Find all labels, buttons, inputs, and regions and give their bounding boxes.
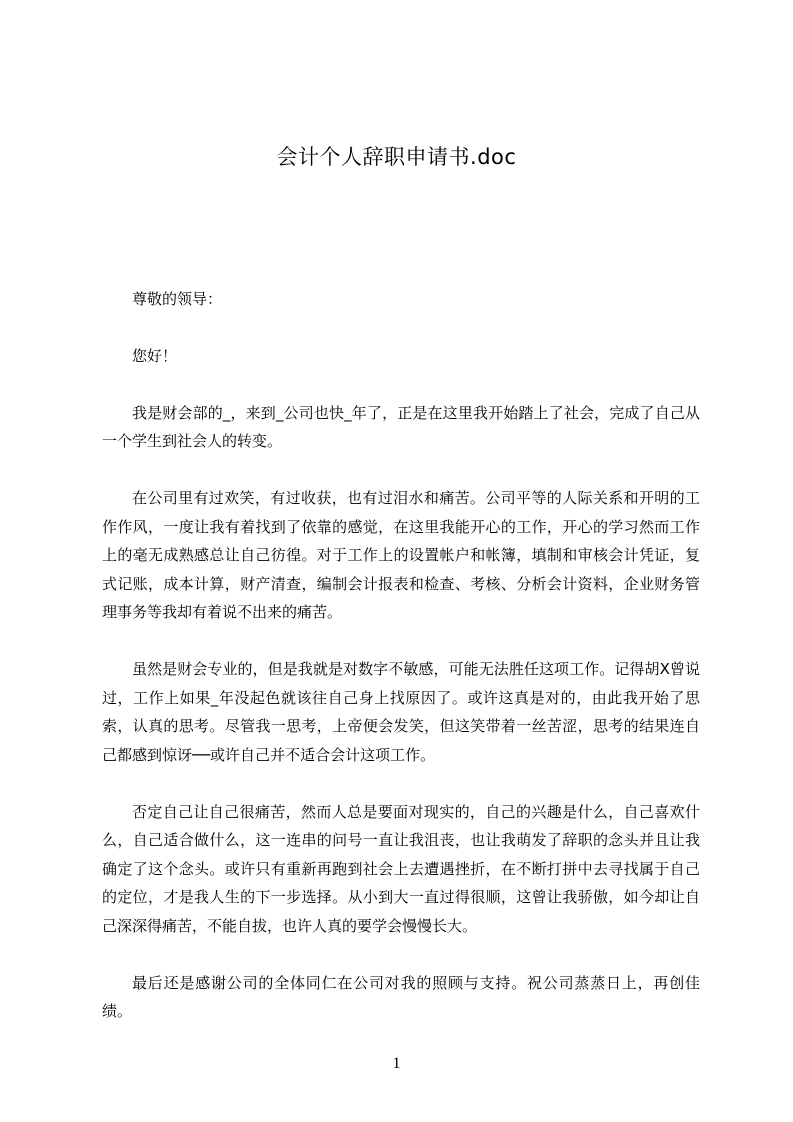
salutation: 尊敬的领导： [132, 290, 223, 308]
paragraph-1: 我是财会部的_，来到_公司也快_年了，正是在这里我开始踏上了社会，完成了自己从一个学生到社会人的转变。 [102, 403, 700, 450]
document-body [102, 285, 700, 1054]
document-title: 会计个人辞职申请书.doc [276, 145, 517, 169]
paragraph-3: 虽然是财会专业的，但是我就是对数字不敏感，可能无法胜任这项工作。记得胡X曾说过，工作上如果_年没起色就该往自己身上找原因了。或许这真是对的，由此我开始了思索，认真的思考。尽管我一思考，上帝便会发笑，但这笑带着一丝苦涩，思考的结果连自己都感到惊讶──或许自己并不适合会计这项工作。 [102, 660, 700, 764]
greeting: 您好！ [132, 347, 178, 365]
page-number: 1 [392, 1055, 401, 1072]
paragraph-5: 最后还是感谢公司的全体同仁在公司对我的照顾与支持。祝公司蒸蒸日上，再创佳绩。 [102, 973, 700, 1020]
paragraph-2: 在公司里有过欢笑，有过收获，也有过泪水和痛苦。公司平等的人际关系和开明的工作作风，一度让我有着找到了依靠的感觉，在这里我能开心的工作，开心的学习然而工作上的毫无成熟感总让自己彷徨。对于工作上的设置帐户和帐簿，填制和审核会计凭证，复式记账，成本计算，财产清查，编制会计报表和检查、考核、分析会计资料，企业财务管理事务等我却有着说不出来的痛苦。 [102, 489, 700, 621]
paragraph-4: 否定自己让自己很痛苦，然而人总是要面对现实的，自己的兴趣是什么，自己喜欢什么，自己适合做什么，这一连串的问号一直让我沮丧，也让我萌发了辞职的念头并且让我确定了这个念头。或许只有重新再跑到社会上去遭遇挫折，在不断打拼中去寻找属于自己的定位，才是我人生的下一步选择。从小到大一直过得很顺，这曾让我骄傲，如今却让自己深深得痛苦，不能自拔，也许人真的要学会慢慢长大。 [102, 802, 700, 935]
